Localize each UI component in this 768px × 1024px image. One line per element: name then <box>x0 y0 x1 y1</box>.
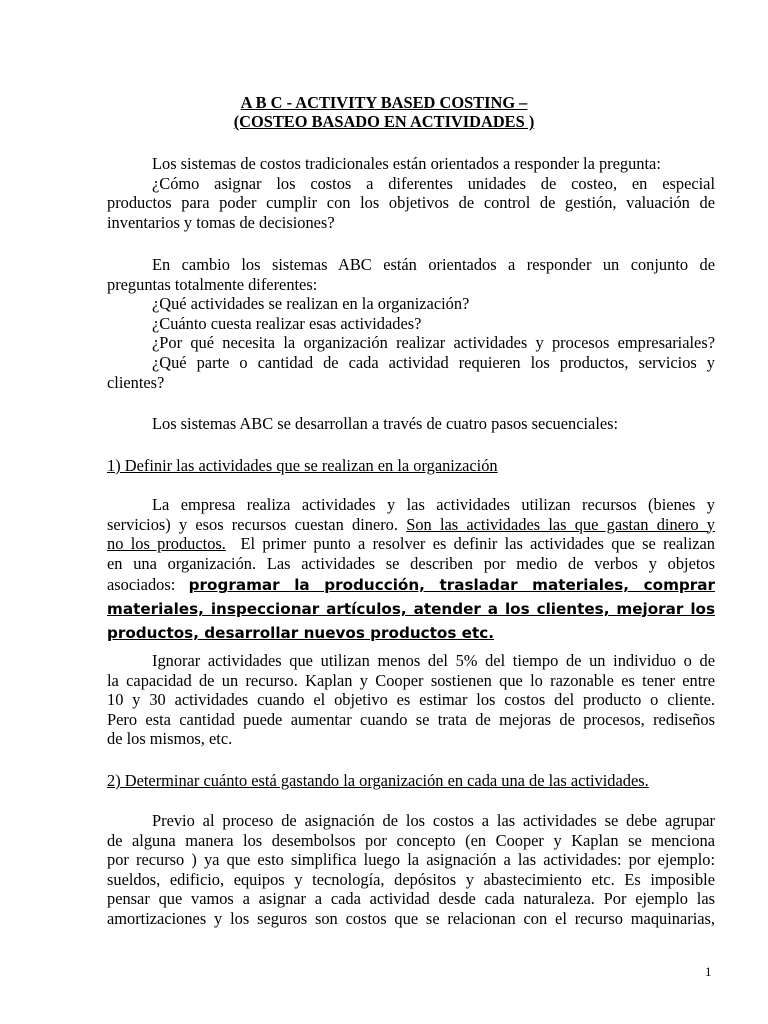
text-line <box>107 534 715 554</box>
text-line: Pero esta cantidad puede aumentar cuando se trata de mejoras de procesos, rediseños <box>107 709 715 729</box>
text-line: sueldos, edificio, equipos y tecnología, depósitos y abastecimiento etc. Es imposible <box>107 869 715 889</box>
paragraph-5 <box>107 651 715 749</box>
text-line: La empresa realiza actividades y las actividades utilizan recursos (bienes y <box>152 495 715 514</box>
text-fragment: servicios) y esos recursos cuestan dinero. <box>107 514 398 534</box>
text-line: Ignorar actividades que utilizan menos del 5% del tiempo de un individuo o de <box>152 651 715 670</box>
text-line: ¿Qué parte o cantidad de cada actividad requieren los productos, servicios y <box>152 352 715 372</box>
text-line: inventarios y tomas de decisiones? <box>107 212 335 232</box>
highlight-line <box>107 573 715 597</box>
page-number: 1 <box>705 964 712 979</box>
text-line: en una organización. Las actividades se describen por medio de verbos y objetos <box>107 553 715 573</box>
text-line: ¿Qué actividades se realizan en la organización? <box>152 294 470 314</box>
highlight-line <box>107 621 715 645</box>
text-fragment: El primer punto a resolver es definir las actividades que se realizan <box>240 534 715 554</box>
text-line: ¿Cómo asignar los costos a diferentes unidades de costeo, en especial <box>152 173 715 193</box>
text-line: Previo al proceso de asignación de los costos a las actividades se debe agrupar <box>152 811 715 830</box>
text-line: En cambio los sistemas ABC están orientados a responder un conjunto de <box>152 255 715 274</box>
text-line: ¿Por qué necesita la organización realizar actividades y procesos empresariales? <box>152 333 715 353</box>
text-line: ¿Cuánto cuesta realizar esas actividades? <box>152 313 422 333</box>
paragraph-3: Los sistemas ABC se desarrollan a través de cuatro pasos secuenciales: <box>152 414 619 433</box>
highlighted-activities: programar la producción, trasladar materiales, comprar <box>188 576 715 595</box>
text-line <box>107 515 715 535</box>
paragraph-6 <box>107 811 715 929</box>
text-line: por recurso ) ya que esto simplifica luego la asignación a las actividades: por ejemplo: <box>107 850 715 870</box>
text-line: amortizaciones y los seguros son costos que se relacionan con el recurso maquinarias, <box>107 908 715 928</box>
text-line: preguntas totalmente diferentes: <box>107 274 318 294</box>
title-line-2: (COSTEO BASADO EN ACTIVIDADES ) <box>233 112 535 131</box>
title-line-1: A B C - ACTIVITY BASED COSTING – <box>240 93 528 112</box>
section-heading-2: 2) Determinar cuánto está gastando la organización en cada una de las actividades. <box>107 771 649 790</box>
text-line: de los mismos, etc. <box>107 729 233 749</box>
text-fragment: asociados: <box>107 575 176 595</box>
text-line: pensar que vamos a asignar a cada actividad desde cada naturaleza. Por ejemplo las <box>107 889 715 909</box>
paragraph-2 <box>107 255 715 392</box>
text-line: la capacidad de un recurso. Kaplan y Cooper sostienen que lo razonable es tener entre <box>107 670 715 690</box>
highlighted-activities: materiales, inspeccionar artículos, atender a los clientes, mejorar los <box>107 600 715 619</box>
text-line: 10 y 30 actividades cuando el objetivo es estimar los costos del producto o cliente. <box>107 690 715 710</box>
text-line: clientes? <box>107 372 165 392</box>
text-line: productos para poder cumplir con los objetivos de control de gestión, valuación de <box>107 193 715 213</box>
highlight-line <box>107 597 715 621</box>
paragraph-4 <box>107 495 715 645</box>
text-line: de alguna manera los desembolsos por concepto (en Cooper y Kaplan se menciona <box>107 830 715 850</box>
text-line: Los sistemas de costos tradicionales están orientados a responder la pregunta: <box>152 154 661 173</box>
underlined-text: no los productos. <box>107 534 226 554</box>
paragraph-1 <box>107 154 715 232</box>
section-heading-1: 1) Definir las actividades que se realizan en la organización <box>107 456 498 475</box>
highlighted-activities: productos, desarrollar nuevos productos etc. <box>107 624 495 643</box>
underlined-text: Son las actividades las que gastan dinero y <box>406 514 716 534</box>
